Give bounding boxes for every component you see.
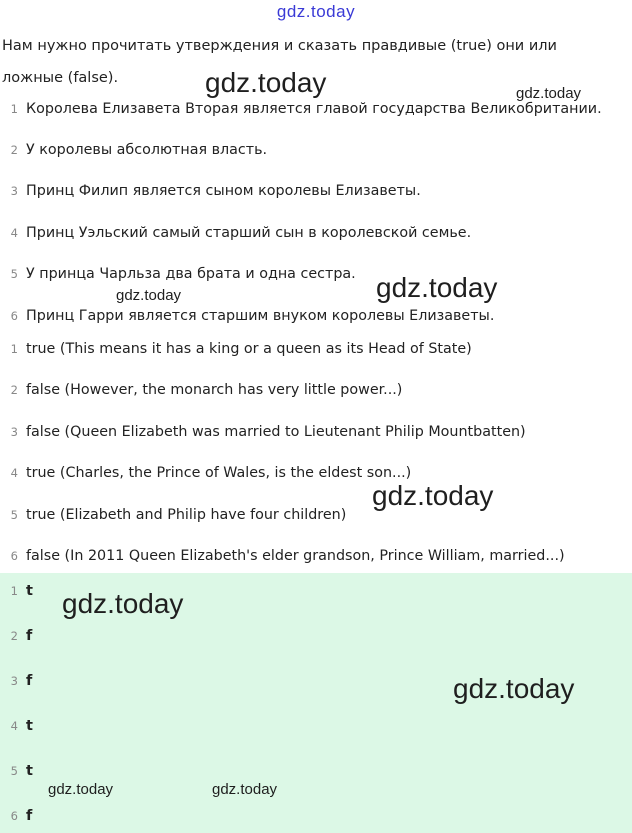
watermark: gdz.today xyxy=(205,67,327,98)
statement-text: Принц Филип является сыном королевы Елизаветы. xyxy=(26,183,421,199)
explanation-item xyxy=(0,462,411,484)
statement-item xyxy=(0,263,356,285)
statement-text: У принца Чарльза два брата и одна сестра. xyxy=(26,266,356,282)
explanation-text: false (Queen Elizabeth was married to Lieutenant Philip Mountbatten) xyxy=(26,424,526,440)
answer-number: 6 xyxy=(10,809,18,823)
answer-text: t xyxy=(26,763,33,779)
statement-number: 2 xyxy=(10,143,18,157)
statement-item xyxy=(0,98,602,120)
answer-item xyxy=(0,760,33,782)
statement-item xyxy=(0,305,494,327)
explanation-number: 1 xyxy=(10,342,18,356)
intro-text: Нам нужно прочитать утверждения и сказать правдивые (true) они или ложные (false). xyxy=(2,38,557,86)
statement-item xyxy=(0,180,421,202)
answer-number: 4 xyxy=(10,719,18,733)
answer-item xyxy=(0,580,33,602)
explanation-text: true (Elizabeth and Philip have four children) xyxy=(26,507,347,523)
explanation-item xyxy=(0,379,402,401)
statement-number: 6 xyxy=(10,309,18,323)
answer-text: f xyxy=(26,673,33,689)
explanation-text: true (Charles, the Prince of Wales, is the eldest son...) xyxy=(26,465,412,481)
watermark: gdz.today xyxy=(212,781,278,798)
watermark: gdz.today xyxy=(372,480,494,511)
answer-text: t xyxy=(26,718,33,734)
explanation-number: 3 xyxy=(10,425,18,439)
explanation-item xyxy=(0,338,472,360)
explanation-number: 4 xyxy=(10,466,18,480)
statement-item xyxy=(0,139,267,161)
explanation-item xyxy=(0,504,346,526)
answer-item xyxy=(0,670,32,692)
watermark: gdz.today xyxy=(62,588,184,619)
statement-text: У королевы абсолютная власть. xyxy=(26,142,268,158)
watermark: gdz.today xyxy=(376,272,498,303)
explanation-item xyxy=(0,421,526,443)
watermark: gdz.today xyxy=(516,85,582,102)
statement-number: 1 xyxy=(10,102,18,116)
explanation-text: false (In 2011 Queen Elizabeth's elder grandson, Prince William, married...) xyxy=(26,548,565,564)
answer-number: 1 xyxy=(10,584,18,598)
explanation-number: 5 xyxy=(10,508,18,522)
statement-item xyxy=(0,222,471,244)
statement-text: Королева Елизавета Вторая является главой государства Великобритании. xyxy=(26,101,602,117)
explanation-text: false (However, the monarch has very little power...) xyxy=(26,382,403,398)
statement-text: Принц Уэльский самый старший сын в королевской семье. xyxy=(26,225,472,241)
answer-number: 3 xyxy=(10,674,18,688)
watermark: gdz.today xyxy=(116,287,182,304)
statement-number: 4 xyxy=(10,226,18,240)
statement-text: Принц Гарри является старшим внуком королевы Елизаветы. xyxy=(26,308,495,324)
answer-item xyxy=(0,625,32,647)
answer-text: f xyxy=(26,808,33,824)
answer-text: t xyxy=(26,583,33,599)
statement-number: 5 xyxy=(10,267,18,281)
answer-number: 2 xyxy=(10,629,18,643)
explanation-number: 2 xyxy=(10,383,18,397)
explanation-text: true (This means it has a king or a queen as its Head of State) xyxy=(26,341,472,357)
answer-text: f xyxy=(26,628,33,644)
answer-item xyxy=(0,715,33,737)
statement-number: 3 xyxy=(10,184,18,198)
watermark: gdz.today xyxy=(453,673,575,704)
answer-item xyxy=(0,805,32,827)
explanation-item xyxy=(0,545,565,567)
site-logo[interactable]: gdz.today xyxy=(276,2,356,21)
explanation-number: 6 xyxy=(10,549,18,563)
watermark: gdz.today xyxy=(48,781,114,798)
answer-number: 5 xyxy=(10,764,18,778)
